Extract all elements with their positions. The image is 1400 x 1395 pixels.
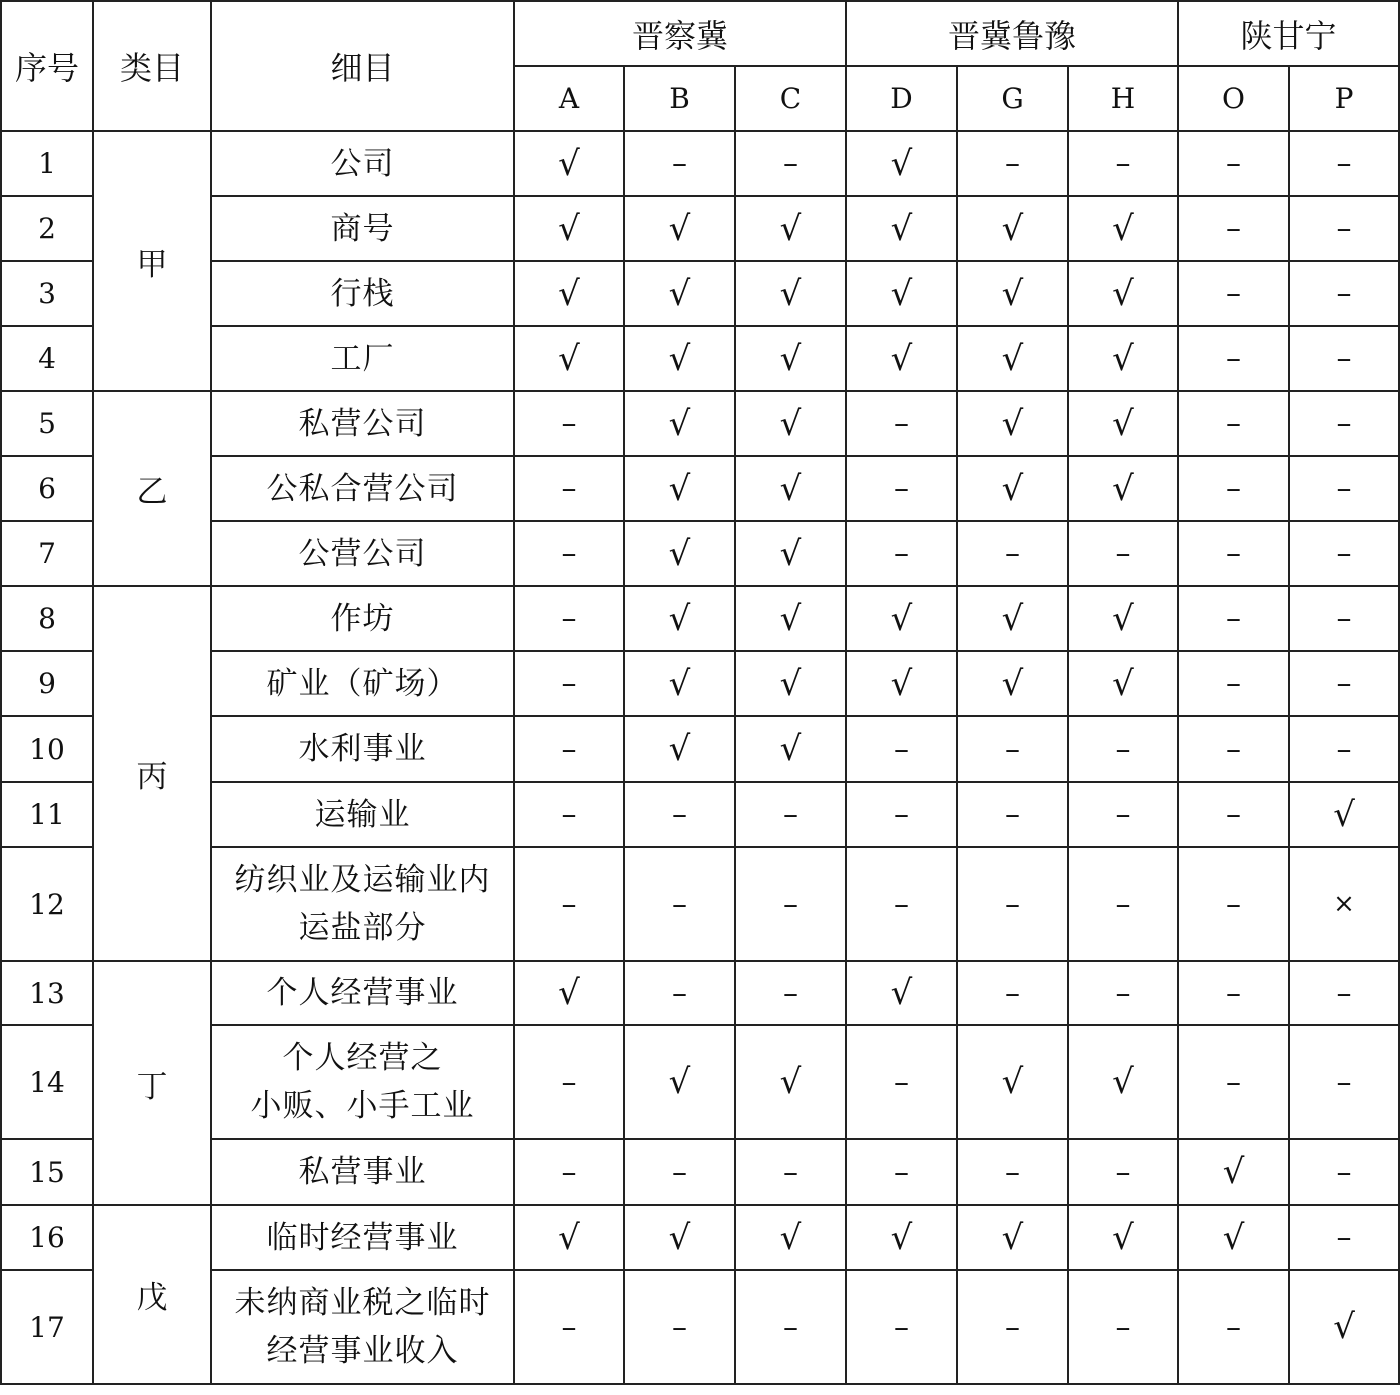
dash-mark: –	[1289, 961, 1399, 1025]
header-col-o: O	[1178, 66, 1289, 131]
category-cell: 乙	[93, 391, 211, 586]
table-row	[1, 1270, 1399, 1384]
check-mark: √	[846, 326, 957, 391]
detail-cell	[211, 391, 514, 456]
row-number: 1	[1, 131, 93, 196]
dash-mark: –	[1289, 196, 1399, 261]
check-mark: √	[735, 1205, 846, 1270]
detail-line: 作坊	[330, 600, 395, 637]
table-row	[1, 961, 1399, 1025]
detail-line: 运输业	[314, 796, 411, 833]
detail-line: 公司	[330, 145, 395, 182]
check-mark: √	[624, 1025, 735, 1139]
row-number: 14	[1, 1025, 93, 1139]
detail-cell	[211, 782, 514, 847]
dash-mark: –	[1289, 586, 1399, 651]
check-mark: √	[735, 1025, 846, 1139]
dash-mark: –	[1289, 716, 1399, 782]
dash-mark: –	[846, 1270, 957, 1384]
check-mark: √	[957, 391, 1068, 456]
row-number: 7	[1, 521, 93, 586]
detail-line: 个人经营事业	[266, 975, 459, 1011]
dash-mark: –	[957, 782, 1068, 847]
check-mark: √	[957, 1025, 1068, 1139]
check-mark: √	[514, 1205, 624, 1270]
check-mark: √	[735, 326, 846, 391]
row-number: 3	[1, 261, 93, 326]
check-mark: √	[735, 196, 846, 261]
header-region-jinjiluyu: 晋冀鲁豫	[846, 1, 1178, 66]
check-mark: √	[846, 961, 957, 1025]
header-col-a: A	[514, 66, 624, 131]
detail-cell	[211, 1205, 514, 1270]
dash-mark: –	[846, 1025, 957, 1139]
row-number: 11	[1, 782, 93, 847]
detail-cell	[211, 1025, 514, 1139]
dash-mark: –	[1068, 961, 1178, 1025]
table-row	[1, 782, 1399, 847]
check-mark: √	[1068, 326, 1178, 391]
row-number: 10	[1, 716, 93, 782]
row-number: 8	[1, 586, 93, 651]
row-number: 6	[1, 456, 93, 521]
detail-cell	[211, 456, 514, 521]
dash-mark: –	[514, 1270, 624, 1384]
check-mark: √	[1068, 651, 1178, 716]
check-mark: √	[735, 521, 846, 586]
table-row	[1, 391, 1399, 456]
detail-cell	[211, 847, 514, 961]
dash-mark: –	[735, 782, 846, 847]
header-col-p: P	[1289, 66, 1399, 131]
dash-mark: –	[1178, 326, 1289, 391]
check-mark: √	[514, 961, 624, 1025]
table-row	[1, 521, 1399, 586]
category-cell: 丙	[93, 586, 211, 961]
dash-mark: –	[1178, 782, 1289, 847]
table-row	[1, 651, 1399, 716]
check-mark: √	[1068, 391, 1178, 456]
dash-mark: –	[624, 1139, 735, 1205]
detail-line: 纺织业及运输业内	[234, 862, 491, 898]
row-number: 12	[1, 847, 93, 961]
row-number: 17	[1, 1270, 93, 1384]
dash-mark: –	[957, 1270, 1068, 1384]
dash-mark: –	[514, 586, 624, 651]
header-col-b: B	[624, 66, 735, 131]
dash-mark: –	[957, 1139, 1068, 1205]
dash-mark: –	[1289, 261, 1399, 326]
row-number: 5	[1, 391, 93, 456]
dash-mark: –	[735, 1270, 846, 1384]
table-row	[1, 326, 1399, 391]
dash-mark: –	[1289, 456, 1399, 521]
dash-mark: –	[846, 456, 957, 521]
dash-mark: –	[514, 1139, 624, 1205]
dash-mark: –	[846, 782, 957, 847]
detail-line: 私营公司	[298, 405, 427, 442]
row-number: 16	[1, 1205, 93, 1270]
dash-mark: –	[1289, 521, 1399, 586]
dash-mark: –	[1178, 847, 1289, 961]
detail-cell	[211, 586, 514, 651]
dash-mark: –	[1178, 716, 1289, 782]
detail-line: 个人经营之	[282, 1040, 443, 1076]
check-mark: √	[846, 1205, 957, 1270]
dash-mark: –	[1068, 782, 1178, 847]
check-mark: √	[957, 651, 1068, 716]
row-number: 4	[1, 326, 93, 391]
dash-mark: –	[1178, 391, 1289, 456]
check-mark: √	[514, 326, 624, 391]
table-row	[1, 1205, 1399, 1270]
check-mark: √	[735, 586, 846, 651]
check-mark: √	[1068, 261, 1178, 326]
table-row	[1, 586, 1399, 651]
detail-line: 小贩、小手工业	[250, 1088, 475, 1124]
check-mark: √	[957, 261, 1068, 326]
dash-mark: –	[1178, 586, 1289, 651]
dash-mark: –	[846, 1139, 957, 1205]
check-mark: √	[514, 196, 624, 261]
row-number: 9	[1, 651, 93, 716]
table-row	[1, 847, 1399, 961]
dash-mark: –	[957, 131, 1068, 196]
table-row	[1, 1025, 1399, 1139]
header-region-shanganning: 陕甘宁	[1178, 1, 1399, 66]
detail-line: 未纳商业税之临时	[234, 1285, 491, 1321]
check-mark: √	[846, 586, 957, 651]
check-mark: √	[624, 326, 735, 391]
table-row	[1, 196, 1399, 261]
dash-mark: –	[624, 1270, 735, 1384]
check-mark: √	[1068, 196, 1178, 261]
detail-cell	[211, 1270, 514, 1384]
detail-cell	[211, 196, 514, 261]
check-mark: √	[735, 651, 846, 716]
table-header	[1, 1, 1399, 131]
header-category: 类目	[93, 1, 211, 131]
detail-cell	[211, 521, 514, 586]
check-mark: √	[735, 716, 846, 782]
header-col-g: G	[957, 66, 1068, 131]
detail-line: 运盐部分	[298, 910, 427, 946]
dash-mark: –	[846, 847, 957, 961]
detail-cell	[211, 131, 514, 196]
dash-mark: –	[1289, 1025, 1399, 1139]
check-mark: √	[624, 1205, 735, 1270]
table-row	[1, 716, 1399, 782]
detail-line: 私营事业	[298, 1154, 427, 1190]
detail-line: 公私合营公司	[266, 470, 459, 507]
dash-mark: –	[1178, 651, 1289, 716]
dash-mark: –	[514, 782, 624, 847]
dash-mark: –	[1289, 1139, 1399, 1205]
check-mark: √	[1068, 1025, 1178, 1139]
dash-mark: –	[1289, 651, 1399, 716]
check-mark: √	[957, 586, 1068, 651]
table-row	[1, 131, 1399, 196]
dash-mark: –	[735, 961, 846, 1025]
dash-mark: –	[514, 521, 624, 586]
check-mark: √	[735, 261, 846, 326]
detail-cell	[211, 261, 514, 326]
dash-mark: –	[957, 847, 1068, 961]
check-mark: √	[1068, 456, 1178, 521]
header-col-c: C	[735, 66, 846, 131]
table-row	[1, 1139, 1399, 1205]
check-mark: √	[846, 651, 957, 716]
dash-mark: –	[1178, 131, 1289, 196]
category-cell: 甲	[93, 131, 211, 391]
check-mark: √	[624, 586, 735, 651]
detail-line: 矿业（矿场）	[266, 665, 459, 702]
dash-mark: –	[846, 391, 957, 456]
dash-mark: –	[1178, 961, 1289, 1025]
dash-mark: –	[1178, 521, 1289, 586]
check-mark: √	[957, 1205, 1068, 1270]
dash-mark: –	[624, 782, 735, 847]
dash-mark: –	[735, 131, 846, 196]
row-number: 13	[1, 961, 93, 1025]
detail-cell	[211, 716, 514, 782]
check-mark: √	[624, 391, 735, 456]
dash-mark: –	[624, 131, 735, 196]
check-mark: √	[846, 131, 957, 196]
check-mark: √	[1289, 1270, 1399, 1384]
check-mark: √	[846, 261, 957, 326]
table-body	[1, 131, 1399, 1384]
dash-mark: –	[735, 847, 846, 961]
dash-mark: –	[514, 847, 624, 961]
cross-mark: ×	[1289, 847, 1399, 961]
check-mark: √	[624, 716, 735, 782]
check-mark: √	[624, 456, 735, 521]
dash-mark: –	[1178, 196, 1289, 261]
detail-line: 临时经营事业	[266, 1219, 459, 1256]
dash-mark: –	[846, 716, 957, 782]
dash-mark: –	[514, 456, 624, 521]
detail-line: 水利事业	[298, 731, 427, 767]
check-mark: √	[1178, 1139, 1289, 1205]
dash-mark: –	[1068, 1139, 1178, 1205]
check-mark: √	[1178, 1205, 1289, 1270]
check-mark: √	[1068, 586, 1178, 651]
row-number: 2	[1, 196, 93, 261]
detail-line: 公营公司	[298, 535, 427, 572]
check-mark: √	[514, 131, 624, 196]
dash-mark: –	[1068, 521, 1178, 586]
detail-cell	[211, 651, 514, 716]
row-number: 15	[1, 1139, 93, 1205]
dash-mark: –	[846, 521, 957, 586]
dash-mark: –	[957, 961, 1068, 1025]
detail-line: 工厂	[330, 340, 395, 377]
header-col-d: D	[846, 66, 957, 131]
detail-cell	[211, 961, 514, 1025]
check-mark: √	[846, 196, 957, 261]
check-mark: √	[624, 651, 735, 716]
dash-mark: –	[514, 391, 624, 456]
dash-mark: –	[957, 521, 1068, 586]
dash-mark: –	[624, 961, 735, 1025]
dash-mark: –	[1068, 847, 1178, 961]
dash-mark: –	[624, 847, 735, 961]
dash-mark: –	[1289, 326, 1399, 391]
detail-cell	[211, 326, 514, 391]
check-mark: √	[735, 456, 846, 521]
check-mark: √	[624, 261, 735, 326]
check-mark: √	[957, 196, 1068, 261]
dash-mark: –	[1178, 1025, 1289, 1139]
detail-line: 经营事业收入	[266, 1333, 459, 1369]
header-region-jinchaji: 晋察冀	[514, 1, 846, 66]
header-seq: 序号	[1, 1, 93, 131]
table-row	[1, 261, 1399, 326]
header-detail: 细目	[211, 1, 514, 131]
dash-mark: –	[735, 1139, 846, 1205]
dash-mark: –	[1068, 716, 1178, 782]
dash-mark: –	[1289, 391, 1399, 456]
dash-mark: –	[1289, 1205, 1399, 1270]
header-col-h: H	[1068, 66, 1178, 131]
check-mark: √	[624, 521, 735, 586]
check-mark: √	[957, 326, 1068, 391]
check-mark: √	[624, 196, 735, 261]
table-row	[1, 456, 1399, 521]
dash-mark: –	[514, 1025, 624, 1139]
check-mark: √	[957, 456, 1068, 521]
dash-mark: –	[957, 716, 1068, 782]
dash-mark: –	[1178, 456, 1289, 521]
check-mark: √	[1068, 1205, 1178, 1270]
check-mark: √	[735, 391, 846, 456]
detail-line: 行栈	[330, 275, 395, 312]
detail-line: 商号	[330, 210, 395, 247]
category-cell: 戊	[93, 1205, 211, 1384]
check-mark: √	[514, 261, 624, 326]
dash-mark: –	[514, 716, 624, 782]
dash-mark: –	[1178, 1270, 1289, 1384]
dash-mark: –	[1289, 131, 1399, 196]
dash-mark: –	[1068, 131, 1178, 196]
category-cell: 丁	[93, 961, 211, 1205]
dash-mark: –	[514, 651, 624, 716]
dash-mark: –	[1178, 261, 1289, 326]
detail-cell	[211, 1139, 514, 1205]
dash-mark: –	[1068, 1270, 1178, 1384]
check-mark: √	[1289, 782, 1399, 847]
